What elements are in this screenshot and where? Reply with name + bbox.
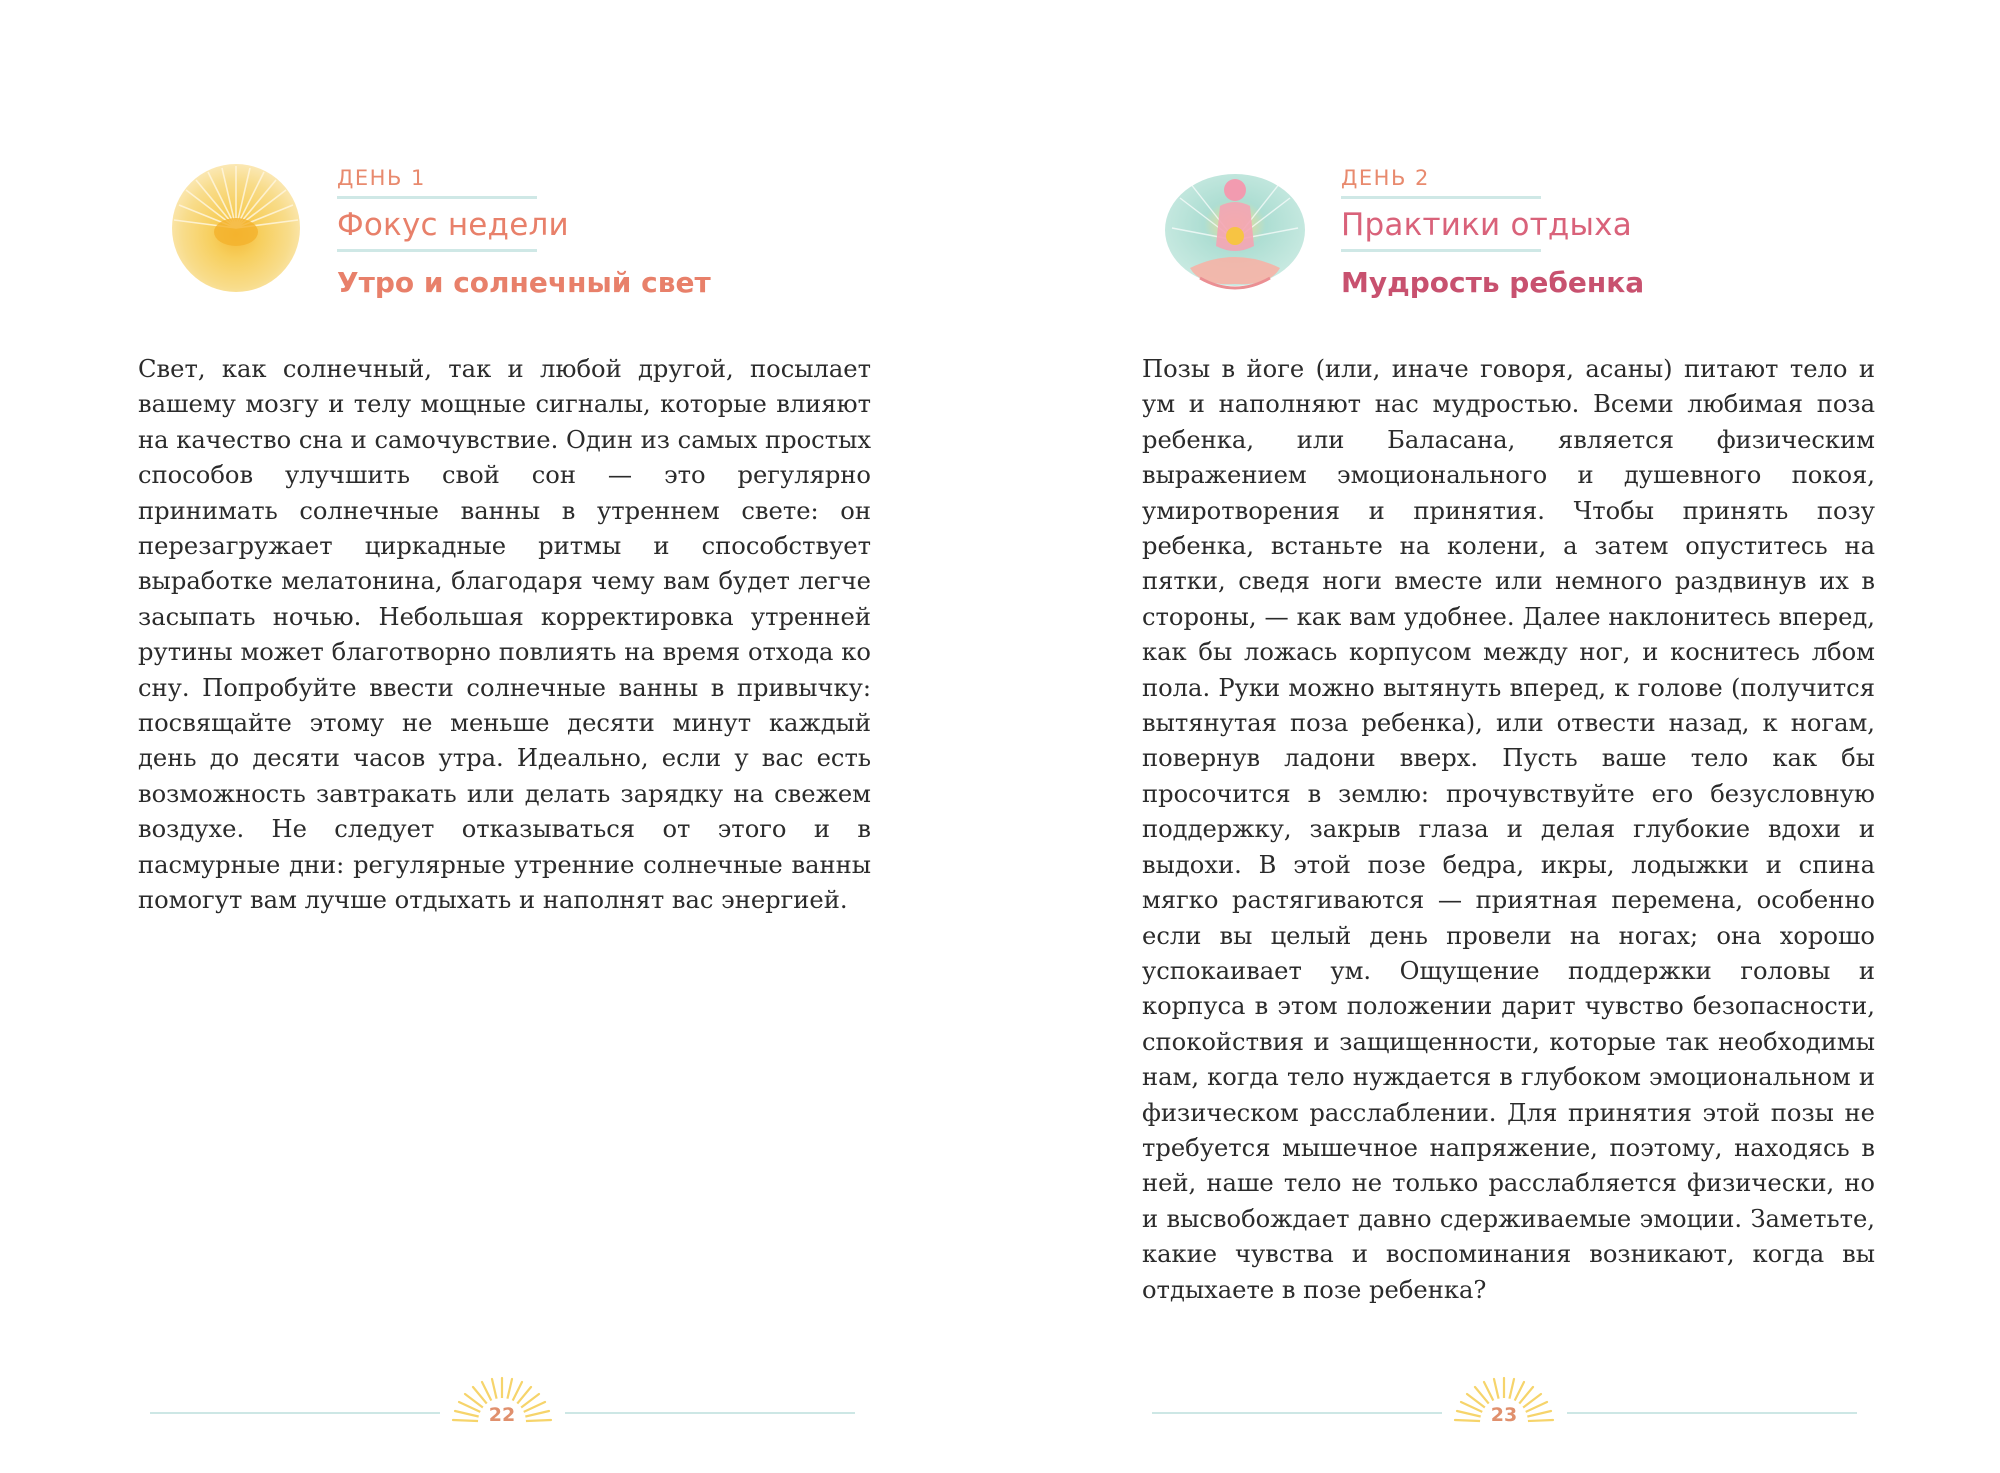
footer-rule	[1152, 1412, 1442, 1414]
page-footer	[1152, 1372, 1857, 1452]
day-heading	[337, 166, 711, 299]
heading-divider	[1341, 249, 1541, 252]
footer-rule	[565, 1412, 855, 1414]
day-topic: Мудрость ребенка	[1341, 266, 1645, 299]
sun-watercolor-icon	[168, 160, 304, 296]
yoga-pose-watercolor-icon	[1160, 168, 1310, 308]
day-topic: Утро и солнечный свет	[337, 266, 711, 299]
day-label: ДЕНЬ 1	[337, 166, 426, 190]
page-footer	[150, 1372, 855, 1452]
body-text: Свет, как солнечный, так и любой другой, посылает вашему мозгу и телу мощные сигналы, которые влияют на качество сна и самочувствие. Один из самых простых способов улучшить свой сон — это регулярно принимать солнечные ванны в утреннем свете: он перезагружает циркадные ритмы и способствует выработке мелатонина, благодаря чему вам будет легче засыпать ночью. Небольшая корректировка утренней рутины может благотворно повлиять на время отхода ко сну. Попробуйте ввести солнечные ванны в привычку: посвящайте этому не меньше десяти минут каждый день до десяти часов утра. Идеально, если у вас есть возможность завтракать или делать зарядку на свежем воздухе. Не следует отказываться от этого и в пасмурные дни: регулярные утренние солнечные ванны помогут вам лучше отдыхать и наполнят вас энергией.	[138, 355, 871, 915]
week-theme: Фокус недели	[337, 207, 569, 243]
footer-rule	[1567, 1412, 1857, 1414]
day-label: ДЕНЬ 2	[1341, 166, 1430, 190]
right-page	[1000, 0, 2000, 1473]
day-heading	[1341, 166, 1644, 299]
page-number: 23	[1490, 1404, 1518, 1426]
footer-rule	[150, 1412, 440, 1414]
week-theme: Практики отдыха	[1341, 207, 1632, 243]
body-text: Позы в йоге (или, иначе говоря, асаны) питают тело и ум и наполняют нас мудростью. Всеми любимая поза ребенка, или Баласана, является физическим выражением эмоционального и душевного покоя, умиротворения и принятия. Чтобы принять позу ребенка, встаньте на колени, а затем опуститесь на пятки, сведя ноги вместе или немного раздвинув их в стороны, — как вам удобнее. Далее наклонитесь вперед, как бы ложась корпусом между ног, и коснитесь лбом пола. Руки можно вытянуть вперед, к голове (получится вытянутая поза ребенка), или отвести назад, к ногам, повернув ладони вверх. Пусть ваше тело как бы просочится в землю: прочувствуйте его безусловную поддержку, закрыв глаза и делая глубокие вдохи и выдохи. В этой позе бедра, икры, лодыжки и спина мягко растягиваются — приятная перемена, особенно если вы целый день провели на ногах; она хорошо успокаивает ум. Ощущение поддержки головы и корпуса в этом положении дарит чувство безопасности, спокойствия и защищенности, которые так необходимы нам, когда тело нуждается в глубоком эмоциональном и физическом расслаблении. Для принятия этой позы не требуется мышечное напряжение, поэтому, находясь в ней, наше тело не только расслабляется физически, но и высвобождает давно сдерживаемые эмоции. Заметьте, какие чувства и воспоминания возникают, когда вы отдыхаете в позе ребенка?	[1142, 355, 1875, 1304]
page-number: 22	[488, 1404, 516, 1426]
heading-divider	[337, 249, 537, 252]
